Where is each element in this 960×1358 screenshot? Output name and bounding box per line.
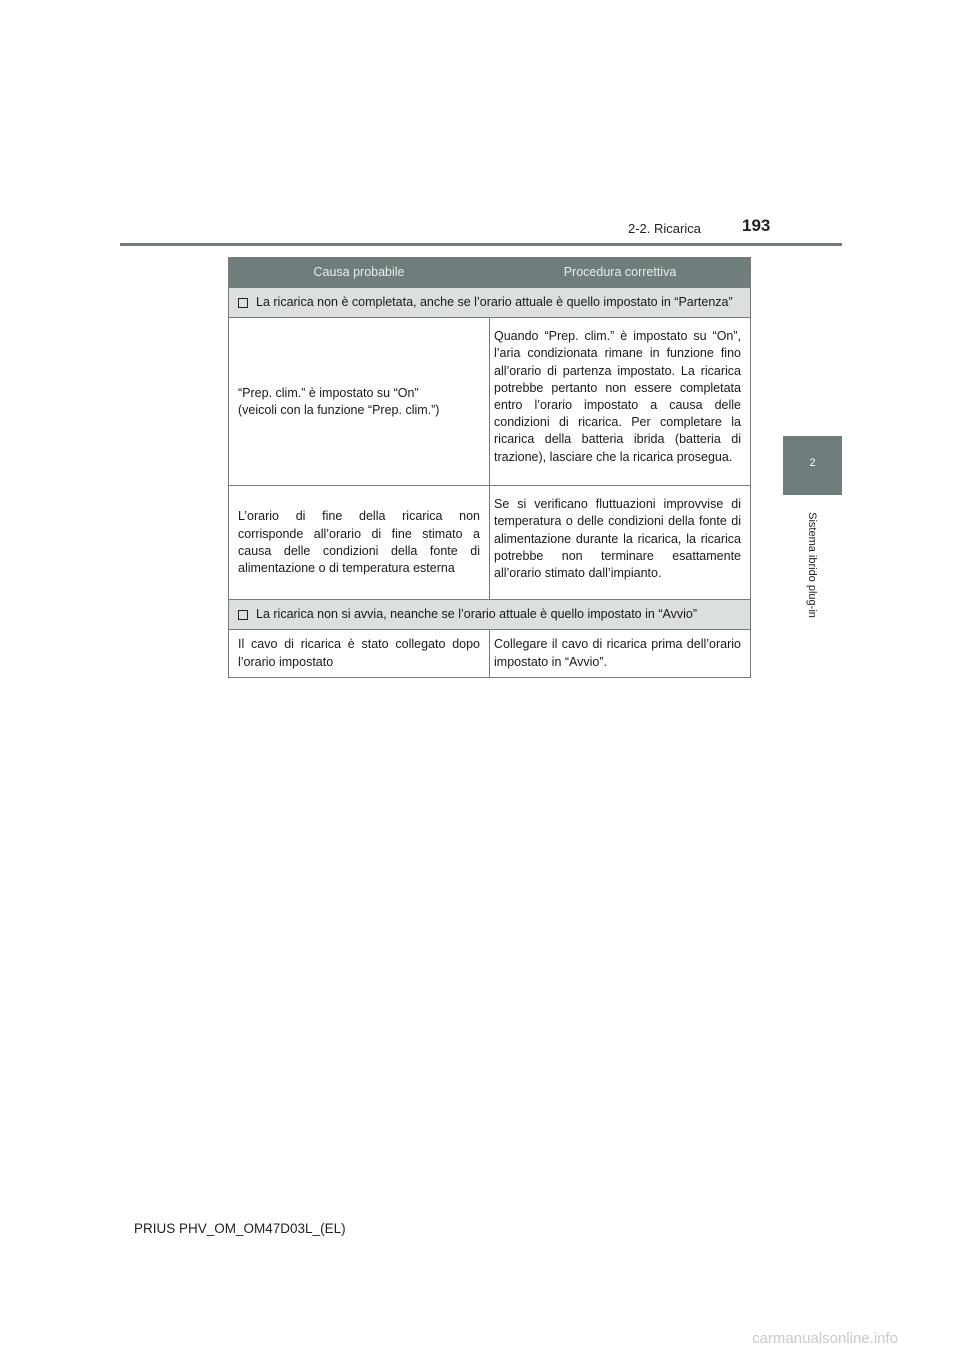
document-code: PRIUS PHV_OM_OM47D03L_(EL) [134,1221,346,1236]
chapter-number: 2 [809,457,816,469]
troubleshooting-table [228,257,751,678]
section-title: 2-2. Ricarica [628,221,701,236]
cause-text: “Prep. clim.” è impostato su “On” (veicoli con la funzione “Prep. clim.”) [238,385,440,417]
column-header-remedy: Procedura correttiva [490,258,751,288]
cause-cell [229,630,490,677]
table-header-row [229,258,751,288]
page-number: 193 [742,216,771,235]
remedy-cell [490,486,751,600]
remedy-cell [490,318,751,486]
chapter-tab[interactable] [783,436,842,495]
cause-cell [229,318,490,486]
cause-cell [229,486,490,600]
table-row [229,318,751,486]
checkbox-icon [238,298,248,308]
group-title: La ricarica non si avvia, neanche se l’orario attuale è quello impostato in “Avvio” [256,607,697,622]
cause-text: Il cavo di ricarica è stato collegato dopo l’orario impostato [238,637,480,669]
group-cell [229,288,751,318]
table-row [229,486,751,600]
group-row [229,600,751,630]
remedy-text: Quando “Prep. clim.” è impostato su “On”, l’aria condizionata rimane in funzione fino all’orario di partenza impostato. La ricarica potrebbe pertanto non essere completata entro l’orario impostato a causa delle condizioni di ricarica. Per completare la ricarica della batteria ibrida (batteria di trazione), lasciare che la ricarica prosegua. [494,329,741,464]
chapter-label: Sistema ibrido plug-in [806,512,818,618]
column-header-cause: Causa probabile [229,258,490,288]
header-divider [120,243,842,246]
watermark: carmanualsonline.info [752,1330,898,1347]
group-title: La ricarica non è completata, anche se l’orario attuale è quello impostato in “Partenza” [256,295,733,309]
remedy-cell [490,630,751,677]
group-cell [229,600,751,630]
remedy-text: Se si verificano fluttuazioni improvvise di temperatura o delle condizioni della fonte di alimentazione durante la ricarica, la ricarica potrebbe non terminare esattamente all’orario stimato dall’impianto. [494,497,741,581]
cause-text: L’orario di fine della ricarica non corrisponde all’orario di fine stimato a causa delle condizioni della fonte di alimentazione o di temperatura esterna [238,509,480,575]
checkbox-icon [238,610,248,620]
table-row [229,630,751,677]
group-row [229,288,751,318]
remedy-text: Collegare il cavo di ricarica prima dell’orario impostato in “Avvio”. [494,637,741,669]
